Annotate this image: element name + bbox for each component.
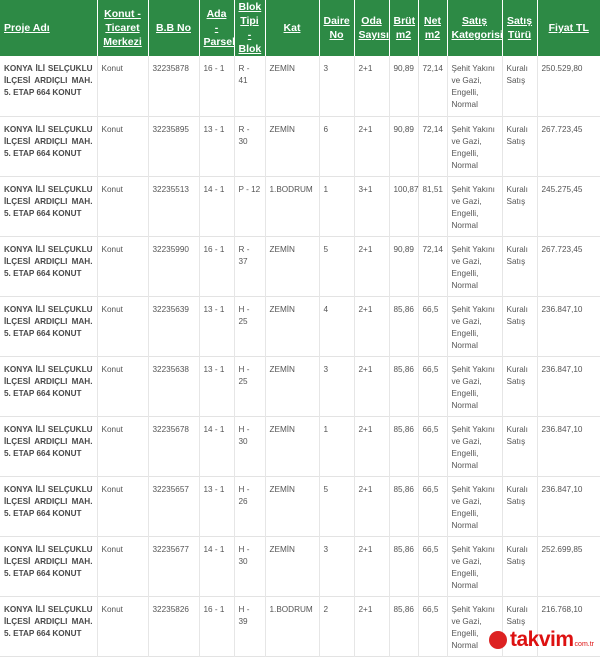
col-ada-parsel-cell: 16 - 1 (199, 596, 234, 656)
table-body (0, 56, 600, 656)
col-bb-no-cell: 32235677 (148, 536, 199, 596)
col-satis-turu-cell: Kuralı Satış (502, 356, 537, 416)
col-ada-parsel-cell: 13 - 1 (199, 356, 234, 416)
col-blok-cell: H - 39 (234, 596, 265, 656)
col-oda-sayisi-cell: 2+1 (354, 116, 389, 176)
col-ada-parsel-cell: 14 - 1 (199, 416, 234, 476)
col-proje-adi-cell: KONYA İLİ SELÇUKLU İLÇESİ ARDIÇLI MAH. 5. ETAP 664 KONUT (0, 116, 97, 176)
col-brut-m2-cell: 90,89 (389, 56, 418, 116)
col-kat-cell: ZEMİN (265, 416, 319, 476)
col-proje-adi-cell: KONYA İLİ SELÇUKLU İLÇESİ ARDIÇLI MAH. 5. ETAP 664 KONUT (0, 476, 97, 536)
col-satis-kategorisi-cell: Şehit Yakını ve Gazi, Engelli, Normal (447, 116, 502, 176)
col-brut-m2-cell: 85,86 (389, 356, 418, 416)
col-bb-no-cell: 32235513 (148, 176, 199, 236)
col-satis-kategorisi-cell: Şehit Yakını ve Gazi, Engelli, Normal (447, 296, 502, 356)
col-daire-no-cell: 2 (319, 596, 354, 656)
col-satis-turu-cell: Kuralı Satış (502, 56, 537, 116)
col-net-m2-cell: 66,5 (418, 296, 447, 356)
table-row (0, 296, 600, 356)
col-bb-no-cell: 32235657 (148, 476, 199, 536)
col-blok-cell: H - 26 (234, 476, 265, 536)
table-row (0, 176, 600, 236)
col-daire-no-cell: 1 (319, 416, 354, 476)
col-satis-turu-cell: Kuralı Satış (502, 236, 537, 296)
col-oda-sayisi-cell: 2+1 (354, 356, 389, 416)
col-blok-cell: H - 25 (234, 356, 265, 416)
col-blok-cell: R - 30 (234, 116, 265, 176)
col-satis-kategorisi-cell: Şehit Yakını ve Gazi, Engelli, Normal (447, 56, 502, 116)
col-satis-kategorisi-cell: Şehit Yakını ve Gazi, Engelli, Normal (447, 476, 502, 536)
col-ada-parsel-cell: 14 - 1 (199, 176, 234, 236)
col-fiyat-cell: 236.847,10 (537, 416, 600, 476)
col-daire-no-header[interactable]: Daire No (319, 0, 354, 56)
col-konut-ticaret-cell: Konut (97, 596, 148, 656)
col-daire-no-cell: 3 (319, 56, 354, 116)
col-oda-sayisi-cell: 2+1 (354, 416, 389, 476)
col-kat-cell: ZEMİN (265, 296, 319, 356)
col-kat-cell: ZEMİN (265, 236, 319, 296)
table-row (0, 356, 600, 416)
col-satis-turu-cell: Kuralı Satış (502, 416, 537, 476)
col-satis-turu-cell: Kuralı Satış (502, 536, 537, 596)
col-bb-no-cell: 32235826 (148, 596, 199, 656)
col-blok-cell: H - 30 (234, 536, 265, 596)
col-bb-no-cell: 32235895 (148, 116, 199, 176)
col-proje-adi-cell: KONYA İLİ SELÇUKLU İLÇESİ ARDIÇLI MAH. 5. ETAP 664 KONUT (0, 536, 97, 596)
col-bb-no-cell: 32235990 (148, 236, 199, 296)
col-blok-cell: H - 25 (234, 296, 265, 356)
table-header-row (0, 0, 600, 56)
col-kat-cell: ZEMİN (265, 536, 319, 596)
col-oda-sayisi-cell: 2+1 (354, 476, 389, 536)
col-proje-adi-cell: KONYA İLİ SELÇUKLU İLÇESİ ARDIÇLI MAH. 5. ETAP 664 KONUT (0, 596, 97, 656)
col-ada-parsel-cell: 16 - 1 (199, 236, 234, 296)
col-oda-sayisi-cell: 2+1 (354, 56, 389, 116)
table-row (0, 236, 600, 296)
col-daire-no-cell: 3 (319, 356, 354, 416)
col-daire-no-cell: 1 (319, 176, 354, 236)
col-konut-ticaret-cell: Konut (97, 416, 148, 476)
col-proje-adi-cell: KONYA İLİ SELÇUKLU İLÇESİ ARDIÇLI MAH. 5. ETAP 664 KONUT (0, 416, 97, 476)
col-ada-parsel-cell: 14 - 1 (199, 536, 234, 596)
col-satis-kategorisi-cell: Şehit Yakını ve Gazi, Engelli, Normal (447, 176, 502, 236)
col-kat-cell: ZEMİN (265, 476, 319, 536)
col-net-m2-cell: 66,5 (418, 476, 447, 536)
col-net-m2-cell: 72,14 (418, 116, 447, 176)
col-oda-sayisi-cell: 2+1 (354, 296, 389, 356)
col-bb-no-cell: 32235678 (148, 416, 199, 476)
col-ada-parsel-cell: 13 - 1 (199, 296, 234, 356)
col-oda-sayisi-cell: 2+1 (354, 236, 389, 296)
col-konut-ticaret-cell: Konut (97, 296, 148, 356)
col-konut-ticaret-cell: Konut (97, 116, 148, 176)
col-bb-no-cell: 32235638 (148, 356, 199, 416)
col-fiyat-cell: 236.847,10 (537, 356, 600, 416)
table-row (0, 536, 600, 596)
col-brut-m2-cell: 85,86 (389, 416, 418, 476)
col-ada-parsel-cell: 13 - 1 (199, 476, 234, 536)
col-net-m2-cell: 66,5 (418, 596, 447, 656)
takvim-logo-icon (489, 631, 507, 649)
col-ada-parsel-cell: 13 - 1 (199, 116, 234, 176)
col-fiyat-cell: 252.699,85 (537, 536, 600, 596)
col-konut-ticaret-cell: Konut (97, 236, 148, 296)
col-kat-cell: ZEMİN (265, 356, 319, 416)
col-daire-no-cell: 4 (319, 296, 354, 356)
col-konut-ticaret-cell: Konut (97, 356, 148, 416)
col-proje-adi-cell: KONYA İLİ SELÇUKLU İLÇESİ ARDIÇLI MAH. 5. ETAP 664 KONUT (0, 296, 97, 356)
col-proje-adi-cell: KONYA İLİ SELÇUKLU İLÇESİ ARDIÇLI MAH. 5. ETAP 664 KONUT (0, 356, 97, 416)
col-satis-kategorisi-cell: Şehit Yakını ve Gazi, Engelli, Normal (447, 236, 502, 296)
table-row (0, 116, 600, 176)
col-satis-turu-cell: Kuralı Satış (502, 596, 537, 656)
col-konut-ticaret-cell: Konut (97, 476, 148, 536)
col-satis-turu-cell: Kuralı Satış (502, 296, 537, 356)
watermark-suffix: com.tr (575, 641, 594, 648)
col-daire-no-cell: 5 (319, 476, 354, 536)
col-ada-parsel-header[interactable]: Ada - Parsel (199, 0, 234, 56)
col-kat-cell: 1.BODRUM (265, 596, 319, 656)
col-fiyat-cell: 267.723,45 (537, 116, 600, 176)
col-daire-no-cell: 5 (319, 236, 354, 296)
col-satis-kategorisi-cell: Şehit Yakını ve Gazi, Engelli, Normal (447, 356, 502, 416)
col-brut-m2-cell: 85,86 (389, 296, 418, 356)
col-brut-m2-cell: 100,87 (389, 176, 418, 236)
col-net-m2-cell: 66,5 (418, 536, 447, 596)
col-proje-adi-cell: KONYA İLİ SELÇUKLU İLÇESİ ARDIÇLI MAH. 5. ETAP 664 KONUT (0, 56, 97, 116)
col-satis-turu-cell: Kuralı Satış (502, 476, 537, 536)
table-row (0, 56, 600, 116)
col-oda-sayisi-header[interactable]: Oda Sayısı (354, 0, 389, 56)
col-kat-header[interactable]: Kat (265, 0, 319, 56)
col-bb-no-cell: 32235639 (148, 296, 199, 356)
col-fiyat-cell: 250.529,80 (537, 56, 600, 116)
col-satis-kategorisi-cell: Şehit Yakını ve Gazi, Engelli, Normal (447, 536, 502, 596)
col-blok-header[interactable]: Blok Tipi - Blok (234, 0, 265, 56)
col-fiyat-cell: 245.275,45 (537, 176, 600, 236)
takvim-watermark (489, 628, 594, 652)
col-konut-ticaret-cell: Konut (97, 536, 148, 596)
col-ada-parsel-cell: 16 - 1 (199, 56, 234, 116)
col-kat-cell: ZEMİN (265, 56, 319, 116)
col-bb-no-header[interactable]: B.B No (148, 0, 199, 56)
col-fiyat-cell: 216.768,10 (537, 596, 600, 656)
col-oda-sayisi-cell: 2+1 (354, 596, 389, 656)
col-konut-ticaret-header[interactable]: Konut - Ticaret Merkezi (97, 0, 148, 56)
col-proje-adi-header[interactable]: Proje Adı (0, 0, 97, 56)
col-brut-m2-cell: 90,89 (389, 116, 418, 176)
col-blok-cell: H - 30 (234, 416, 265, 476)
col-net-m2-cell: 81,51 (418, 176, 447, 236)
table-row (0, 416, 600, 476)
col-brut-m2-cell: 85,86 (389, 476, 418, 536)
col-satis-kategorisi-cell: Şehit Yakını ve Gazi, Engelli, Normal (447, 416, 502, 476)
col-oda-sayisi-cell: 2+1 (354, 536, 389, 596)
col-net-m2-header[interactable]: Net m2 (418, 0, 447, 56)
col-proje-adi-cell: KONYA İLİ SELÇUKLU İLÇESİ ARDIÇLI MAH. 5. ETAP 664 KONUT (0, 176, 97, 236)
col-bb-no-cell: 32235878 (148, 56, 199, 116)
col-konut-ticaret-cell: Konut (97, 176, 148, 236)
col-kat-cell: ZEMİN (265, 116, 319, 176)
col-blok-cell: R - 37 (234, 236, 265, 296)
col-satis-turu-header[interactable]: Satış Türü (502, 0, 537, 56)
col-fiyat-cell: 236.847,10 (537, 296, 600, 356)
col-satis-kategorisi-header[interactable]: Satış Kategorisi (447, 0, 502, 56)
col-blok-cell: R - 41 (234, 56, 265, 116)
col-satis-kategorisi-cell: Şehit Yakını ve Gazi, Engelli, Normal (447, 596, 502, 656)
col-brut-m2-cell: 90,89 (389, 236, 418, 296)
col-net-m2-cell: 72,14 (418, 56, 447, 116)
col-fiyat-cell: 267.723,45 (537, 236, 600, 296)
col-konut-ticaret-cell: Konut (97, 56, 148, 116)
col-net-m2-cell: 66,5 (418, 356, 447, 416)
col-blok-cell: P - 12 (234, 176, 265, 236)
col-satis-turu-cell: Kuralı Satış (502, 176, 537, 236)
col-proje-adi-cell: KONYA İLİ SELÇUKLU İLÇESİ ARDIÇLI MAH. 5. ETAP 664 KONUT (0, 236, 97, 296)
col-oda-sayisi-cell: 3+1 (354, 176, 389, 236)
col-daire-no-cell: 6 (319, 116, 354, 176)
col-brut-m2-cell: 85,86 (389, 536, 418, 596)
col-fiyat-header[interactable]: Fiyat TL (537, 0, 600, 56)
col-brut-m2-cell: 85,86 (389, 596, 418, 656)
col-fiyat-cell: 236.847,10 (537, 476, 600, 536)
col-satis-turu-cell: Kuralı Satış (502, 116, 537, 176)
col-kat-cell: 1.BODRUM (265, 176, 319, 236)
col-net-m2-cell: 66,5 (418, 416, 447, 476)
table-row (0, 476, 600, 536)
col-daire-no-cell: 3 (319, 536, 354, 596)
col-net-m2-cell: 72,14 (418, 236, 447, 296)
watermark-text: takvim (510, 628, 574, 652)
col-brut-m2-header[interactable]: Brüt m2 (389, 0, 418, 56)
